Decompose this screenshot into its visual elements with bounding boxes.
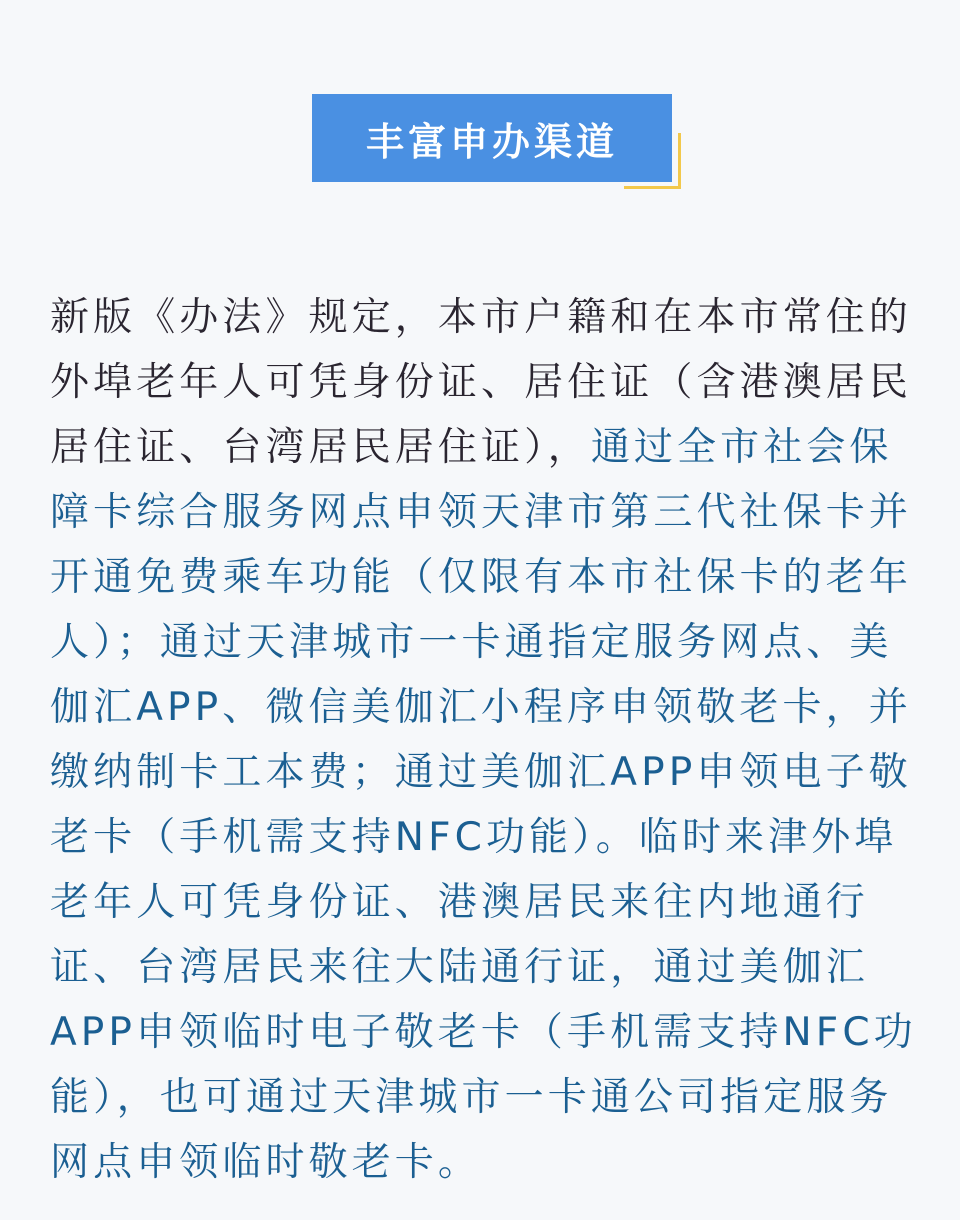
body-paragraph: [50, 288, 920, 1198]
highlighted-text: 老年人可凭身份证、港澳居民来往内地通行: [50, 880, 869, 925]
highlighted-text: 缴纳制卡工本费；通过美伽汇APP申领电子敬: [50, 750, 912, 795]
text-line: [50, 743, 920, 808]
text-line: [50, 1003, 920, 1068]
highlighted-text: 网点申领临时敬老卡。: [50, 1140, 482, 1185]
text-line: [50, 873, 920, 938]
text-line: [50, 418, 920, 483]
highlighted-text: 障卡综合服务网点申领天津市第三代社保卡并: [50, 490, 913, 535]
text-line: [50, 938, 920, 1003]
highlighted-text: 能），也可通过天津城市一卡通公司指定服务: [50, 1075, 893, 1120]
text-line: [50, 1133, 920, 1198]
highlighted-text: 开通免费乘车功能（仅限有本市社保卡的老年: [50, 555, 913, 600]
highlighted-text: 伽汇APP、微信美伽汇小程序申领敬老卡，并: [50, 685, 912, 730]
highlighted-text: 通过全市社会保: [590, 425, 893, 470]
text-line: [50, 353, 920, 418]
section-title: 丰富申办渠道: [365, 119, 618, 164]
plain-text: 外埠老年人可凭身份证、居住证（含港澳居民: [50, 360, 913, 405]
text-line: [50, 678, 920, 743]
plain-text: 居住证、台湾居民居住证），: [50, 425, 591, 470]
text-line: [50, 808, 920, 873]
highlighted-text: 老卡（手机需支持NFC功能）。临时来津外埠: [50, 815, 898, 860]
plain-text: 新版《办法》规定，本市户籍和在本市常住的: [50, 295, 913, 340]
decorative-corner-vertical: [678, 133, 681, 189]
highlighted-text: APP申领临时电子敬老卡（手机需支持NFC功: [50, 1010, 917, 1055]
text-line: [50, 1068, 920, 1133]
text-line: [50, 548, 920, 613]
highlighted-text: 人）；通过天津城市一卡通指定服务网点、美: [50, 620, 893, 665]
text-line: [50, 288, 920, 353]
text-line: [50, 613, 920, 678]
decorative-corner-horizontal: [624, 186, 681, 189]
text-line: [50, 483, 920, 548]
highlighted-text: 证、台湾居民来往大陆通行证，通过美伽汇: [50, 945, 869, 990]
section-title-banner: [312, 94, 672, 182]
